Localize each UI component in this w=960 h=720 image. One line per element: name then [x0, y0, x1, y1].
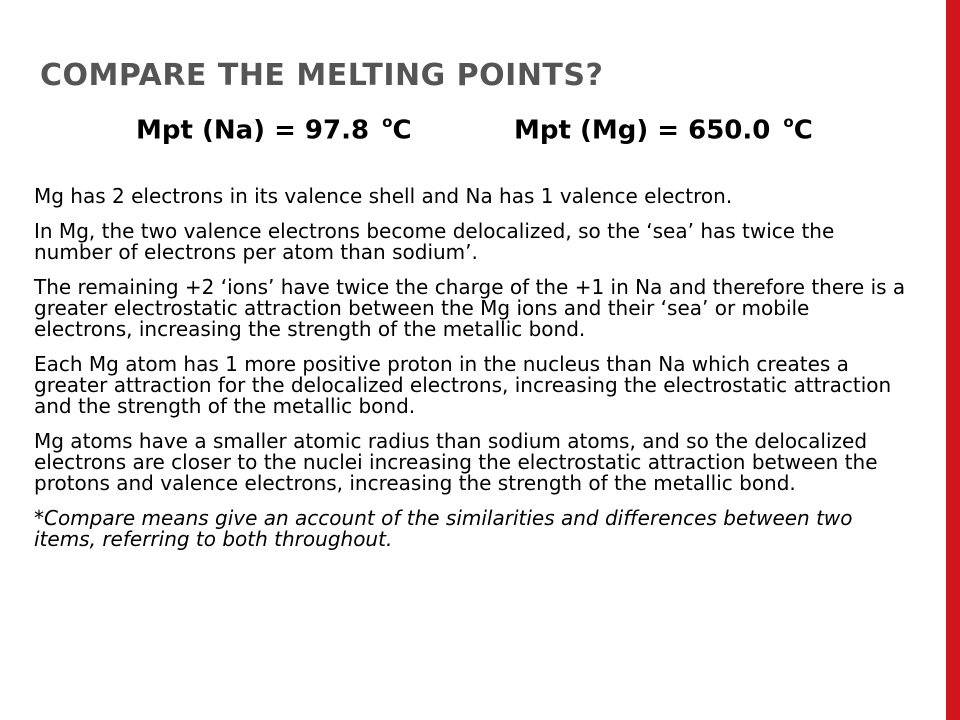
melting-point-na — [136, 115, 412, 146]
paragraph-proton: Each Mg atom has 1 more positive proton in the nucleus than Na which creates a greater attraction for the delocalized electrons, increasing the electrostatic attraction and the strength of the metallic bond. — [34, 352, 892, 418]
accent-bar — [946, 0, 960, 720]
paragraph-delocalized: In Mg, the two valence electrons become delocalized, so the ‘sea’ has twice the number of electrons per atom than sodium’. — [34, 219, 835, 264]
melting-point-na-degree: o — [382, 113, 393, 131]
melting-point-mg-degree: o — [783, 113, 794, 131]
melting-point-na-label: Mpt (Na) = 97.8 — [136, 115, 379, 146]
paragraph-valence: Mg has 2 electrons in its valence shell and Na has 1 valence electron. — [34, 184, 733, 208]
paragraph-compare-definition: *Compare means give an account of the similarities and differences between two items, referring to both throughout. — [34, 506, 853, 551]
paragraph-ion-charge: The remaining +2 ‘ions’ have twice the charge of the +1 in Na and therefore there is a greater electrostatic attraction between the Mg ions and their ‘sea’ or mobile electrons, increasing the strength of the metallic bond. — [34, 275, 906, 341]
melting-point-mg-unit: C — [793, 115, 813, 146]
melting-point-na-unit: C — [392, 115, 412, 146]
slide-body — [34, 186, 914, 564]
paragraph-atomic-radius: Mg atoms have a smaller atomic radius than sodium atoms, and so the delocalized electrons are closer to the nuclei increasing the electrostatic attraction between the protons and valence electrons, increasing the strength of the metallic bond. — [34, 429, 878, 495]
melting-point-mg — [514, 115, 813, 146]
slide-title: COMPARE THE MELTING POINTS? — [40, 58, 604, 93]
melting-point-mg-label: Mpt (Mg) = 650.0 — [514, 115, 780, 146]
